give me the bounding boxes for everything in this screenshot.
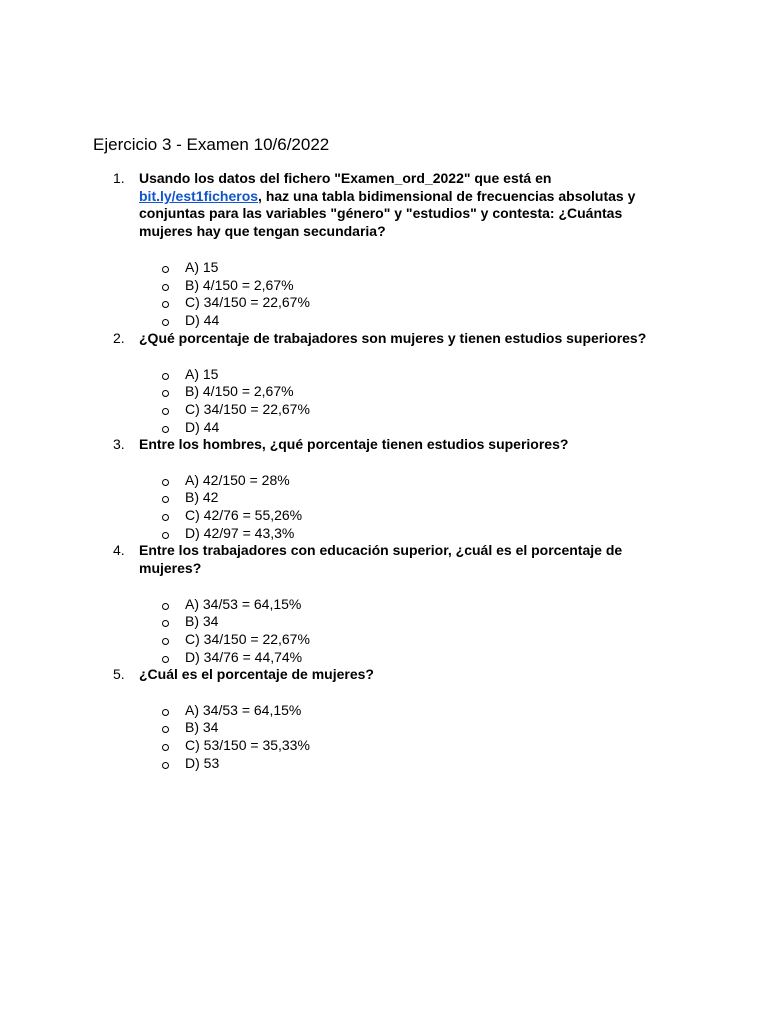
answer-option-text: C) 34/150 = 22,67% [185,630,310,647]
answer-option-b [0,613,768,631]
answer-option-c [0,737,768,755]
hollow-bullet-icon [162,301,169,308]
hollow-bullet-icon [162,603,169,610]
hollow-bullet-icon [162,284,169,291]
answer-option-b [0,719,768,737]
hollow-bullet-icon [162,266,169,273]
question-text: Entre los trabajadores con educación superior, ¿cuál es el porcentaje de mujeres? [139,542,623,576]
question-text: ¿Cuál es el porcentaje de mujeres? [139,666,374,682]
question-text-part: , haz una tabla bidimensional de frecuencias absolutas y conjuntas para las variables "género" y "estudios" y contesta: ¿Cuántas mujeres hay que tengan secundaria? [139,187,636,240]
answer-option-text: D) 34/76 = 44,74% [185,648,303,665]
answer-option-b [0,277,768,295]
answer-option-d [0,755,768,773]
hollow-bullet-icon [162,408,169,415]
hollow-bullet-icon [162,532,169,539]
answer-option-text: C) 34/150 = 22,67% [185,294,310,311]
hollow-bullet-icon [162,638,169,645]
answer-option-text: A) 15 [185,259,219,275]
answer-option-c [0,631,768,649]
answer-option-text: C) 53/150 = 35,33% [185,736,310,753]
answer-option-text: B) 34 [185,613,219,630]
answer-option-d [0,312,768,330]
hollow-bullet-icon [162,709,169,716]
answer-option-text: C) 34/150 = 22,67% [185,400,310,417]
hollow-bullet-icon [162,479,169,486]
answer-option-b [0,383,768,401]
answer-option-text: B) 34 [185,719,219,736]
answer-option-a [0,259,768,277]
hollow-bullet-icon [162,744,169,751]
hollow-bullet-icon [162,762,169,769]
hollow-bullet-icon [162,373,169,380]
answer-option-text: A) 42/150 = 28% [185,471,290,488]
hollow-bullet-icon [162,319,169,326]
answer-option-text: B) 42 [185,489,219,506]
answer-option-d [0,525,768,543]
answer-option-text: D) 42/97 = 43,3% [185,524,295,541]
hollow-bullet-icon [162,620,169,627]
answer-option-a [0,366,768,384]
question-text [139,170,659,241]
answer-option-text: C) 42/76 = 55,26% [185,506,303,523]
question-number: 1. [113,170,125,186]
hollow-bullet-icon [162,656,169,663]
hollow-bullet-icon [162,514,169,521]
hollow-bullet-icon [162,726,169,733]
question-number: 5. [113,666,125,682]
answer-option-d [0,649,768,667]
question-text: ¿Qué porcentaje de trabajadores son mujeres y tienen estudios superiores? [139,330,647,346]
answer-option-text: D) 53 [185,754,220,771]
answer-option-text: A) 34/53 = 64,15% [185,701,302,718]
question-number: 2. [113,330,125,346]
data-files-link[interactable]: bit.ly/est1ficheros [139,187,259,204]
question-number: 3. [113,436,125,452]
hollow-bullet-icon [162,496,169,503]
answer-option-text: B) 4/150 = 2,67% [185,383,294,400]
question-text: Entre los hombres, ¿qué porcentaje tienen estudios superiores? [139,436,569,452]
hollow-bullet-icon [162,390,169,397]
answer-option-d [0,419,768,437]
answer-option-text: D) 44 [185,312,220,329]
answer-option-c [0,401,768,419]
hollow-bullet-icon [162,426,169,433]
answer-option-text: B) 4/150 = 2,67% [185,276,294,293]
answer-option-c [0,507,768,525]
page-title: Ejercicio 3 - Examen 10/6/2022 [93,135,330,154]
answer-option-c [0,294,768,312]
answer-option-a [0,596,768,614]
question-text-part: Usando los datos del fichero "Examen_ord_2022" que está en [139,170,552,186]
answer-option-a [0,472,768,490]
answer-option-a [0,702,768,720]
answer-option-text: A) 15 [185,365,219,382]
answer-option-text: D) 44 [185,418,220,435]
answer-option-text: A) 34/53 = 64,15% [185,595,302,612]
answer-option-b [0,489,768,507]
question-number: 4. [113,542,125,558]
